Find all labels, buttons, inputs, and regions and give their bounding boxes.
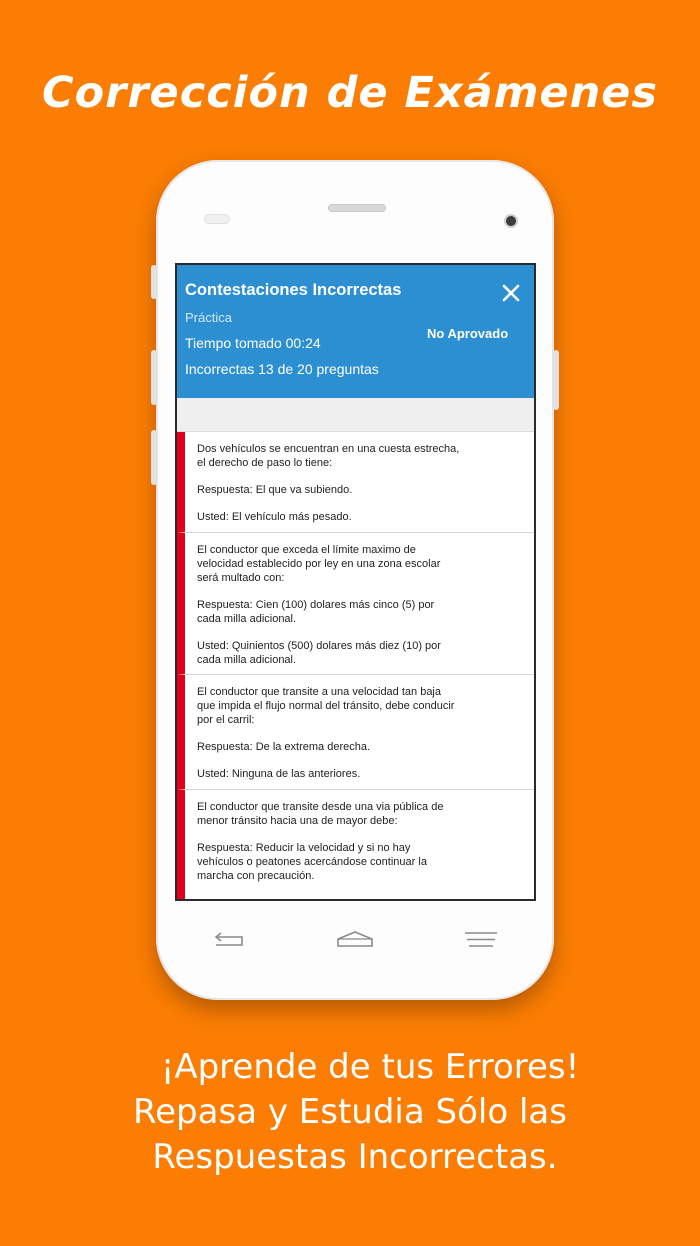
promo-line-1: ¡Aprende de tus Errores!: [160, 1047, 580, 1087]
phone-volume-down-button: [151, 430, 157, 485]
phone-power-button: [553, 350, 559, 410]
menu-icon[interactable]: [464, 930, 498, 950]
question-text: El conductor que exceda el límite maximo de velocidad establecido por ley en una zona escolar será multado con:: [197, 544, 441, 584]
earpiece-speaker: [328, 204, 386, 212]
promo-line-3: Respuestas Incorrectas.: [152, 1137, 558, 1177]
correct-answer-text: Respuesta: Reducir la velocidad y si no hay vehículos o peatones acercándose continuar la marcha con precaución.: [197, 842, 427, 882]
proximity-sensor: [204, 214, 230, 224]
time-taken-label: Tiempo tomado 00:24: [185, 335, 321, 351]
status-badge: No Aprovado: [427, 326, 509, 341]
app-screen: [175, 263, 536, 901]
question-card[interactable]: [177, 790, 534, 901]
question-card[interactable]: [177, 675, 534, 790]
user-answer-text: Usted: Quinientos (500) dolares más diez (10) por cada milla adicional.: [197, 640, 441, 666]
correct-answer-text: Respuesta: El que va subiendo.: [197, 484, 353, 496]
promo-title: Corrección de Exámenes: [42, 68, 658, 118]
user-answer-text: Usted: Ninguna de las anteriores.: [197, 768, 361, 780]
phone-navigation-bar: [156, 920, 554, 964]
incorrect-answers-list[interactable]: [177, 432, 534, 901]
back-icon[interactable]: [212, 930, 246, 950]
promo-line-2: Repasa y Estudia Sólo las: [133, 1092, 567, 1132]
question-text: El conductor que transite desde una via pública de menor tránsito hacia una de mayor debe:: [197, 801, 444, 827]
list-top-spacer: [177, 398, 534, 432]
phone-side-button: [151, 265, 157, 299]
phone-volume-up-button: [151, 350, 157, 405]
close-icon[interactable]: [499, 281, 523, 305]
home-icon[interactable]: [336, 930, 374, 950]
phone-frame: [156, 160, 554, 1000]
mode-label: Práctica: [185, 310, 232, 325]
header-title: Contestaciones Incorrectas: [185, 281, 402, 299]
correct-answer-text: Respuesta: De la extrema derecha.: [197, 741, 371, 753]
correct-answer-text: Respuesta: Cien (100) dolares más cinco (5) por cada milla adicional.: [197, 599, 435, 625]
front-camera-icon: [504, 214, 518, 228]
question-text: Dos vehículos se encuentran en una cuesta estrecha, el derecho de paso lo tiene:: [197, 443, 460, 469]
question-text: El conductor que transite a una velocidad tan baja que impida el flujo normal del tránsito, debe conducir por el carril:: [197, 686, 455, 726]
incorrect-count-label: Incorrectas 13 de 20 preguntas: [185, 361, 379, 377]
user-answer-text: Usted: El vehículo más pesado.: [197, 511, 352, 523]
results-header: [177, 265, 534, 398]
question-card[interactable]: [177, 432, 534, 533]
question-card[interactable]: [177, 533, 534, 675]
